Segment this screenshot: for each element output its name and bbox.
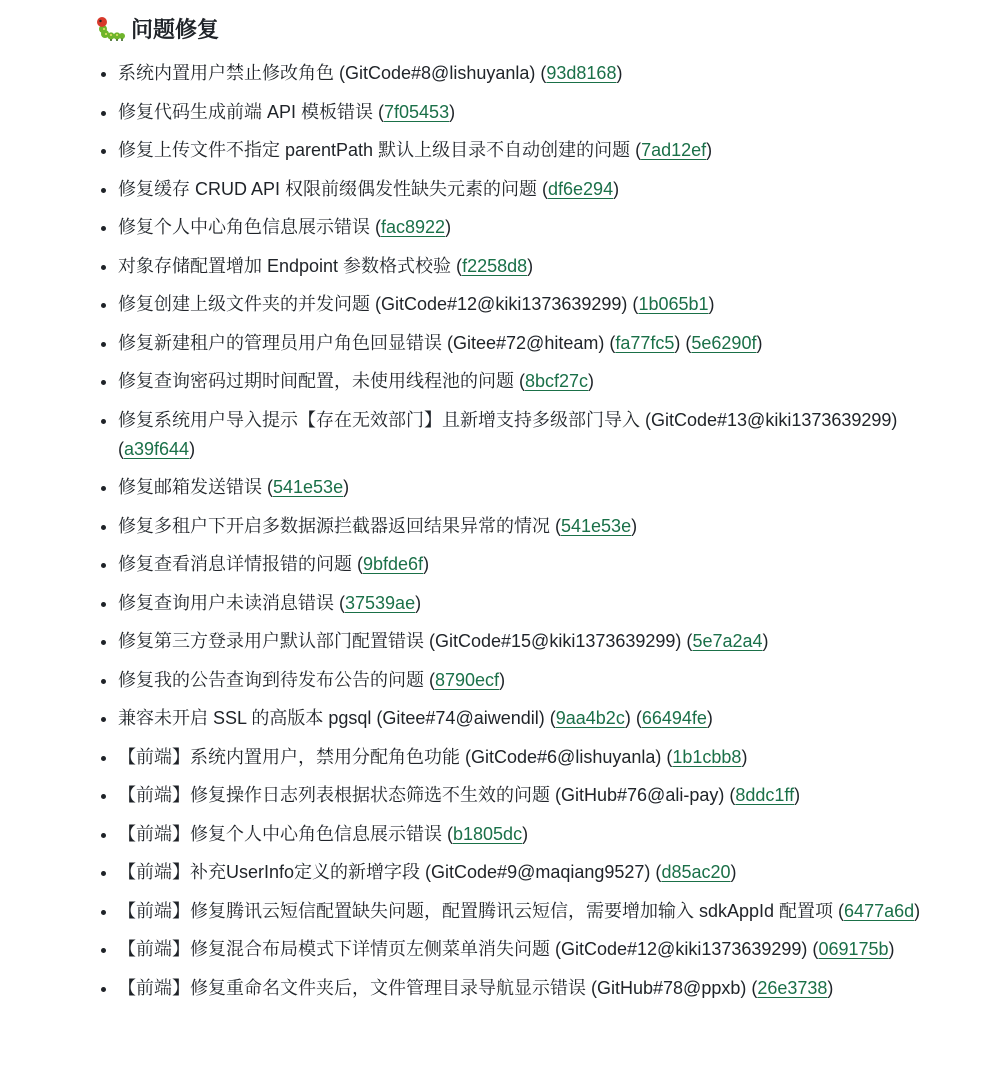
- commit-link[interactable]: 8790ecf: [435, 669, 500, 690]
- commit-link[interactable]: fac8922: [381, 217, 446, 237]
- fix-description: 修复创建上级文件夹的并发问题 (GitCode#12@kiki1373639299) (: [118, 294, 639, 314]
- fix-description: 修复查询密码过期时间配置，未使用线程池的问题 (: [118, 371, 525, 391]
- close-paren: ): [415, 592, 422, 613]
- list-item: [95, 743, 958, 772]
- close-paren: ): [445, 217, 452, 237]
- commit-link[interactable]: 5e7a2a4: [692, 631, 763, 651]
- close-paren: ): [827, 977, 834, 998]
- commit-link[interactable]: 541e53e: [561, 515, 632, 536]
- close-paren: ): [730, 862, 737, 882]
- commit-link[interactable]: b1805dc: [453, 823, 523, 844]
- commit-link[interactable]: f2258d8: [462, 255, 528, 276]
- close-paren: ): [708, 294, 715, 314]
- close-paren: ): [588, 371, 595, 391]
- close-paren: ): [343, 477, 350, 497]
- commit-link[interactable]: 1b065b1: [638, 294, 709, 314]
- separator: ) (: [624, 708, 642, 728]
- close-paren: ): [762, 631, 769, 651]
- commit-link[interactable]: 1b1cbb8: [672, 746, 742, 767]
- list-item: [95, 290, 958, 319]
- fix-description: 修复代码生成前端 API 模板错误 (: [118, 101, 385, 122]
- fix-description: 对象存储配置增加 Endpoint 参数格式校验 (: [118, 255, 463, 276]
- list-item: [95, 213, 958, 242]
- fix-description: 修复我的公告查询到待发布公告的问题 (: [118, 669, 435, 690]
- close-paren: ): [189, 438, 196, 459]
- fix-description: 兼容未开启 SSL 的高版本 pgsql (Gitee#74@aiwendil) (: [118, 708, 556, 728]
- list-item: [95, 406, 958, 464]
- close-paren: ): [449, 101, 456, 122]
- caterpillar-bug-icon: [95, 15, 125, 41]
- fix-description: 修复多租户下开启多数据源拦截器返回结果异常的情况 (: [118, 515, 561, 536]
- close-paren: ): [756, 332, 763, 353]
- fix-description: 修复系统用户导入提示【存在无效部门】且新增支持多级部门导入 (GitCode#13@kiki1373639299) (: [118, 409, 898, 459]
- fix-description: 修复上传文件不指定 parentPath 默认上级目录不自动创建的问题 (: [118, 140, 642, 160]
- commit-link[interactable]: 9bfde6f: [363, 554, 424, 574]
- list-item: [95, 589, 958, 618]
- list-item: [95, 781, 958, 810]
- section-heading: [95, 14, 975, 42]
- fix-description: 【前端】修复个人中心角色信息展示错误 (: [118, 823, 453, 844]
- close-paren: ): [706, 708, 713, 728]
- close-paren: ): [423, 554, 430, 574]
- list-item: [95, 512, 958, 541]
- separator: ) (: [674, 332, 692, 353]
- list-item: [95, 666, 958, 695]
- section-title: 问题修复: [131, 16, 220, 42]
- commit-link[interactable]: 26e3738: [757, 977, 828, 998]
- fix-description: 【前端】修复腾讯云短信配置缺失问题，配置腾讯云短信，需要增加输入 sdkAppId 配置项 (: [118, 900, 845, 921]
- close-paren: ): [914, 900, 921, 921]
- fix-description: 修复第三方登录用户默认部门配置错误 (GitCode#15@kiki1373639299) (: [118, 631, 693, 651]
- list-item: [95, 175, 958, 204]
- close-paren: ): [631, 515, 638, 536]
- commit-link[interactable]: a39f644: [124, 438, 190, 459]
- commit-link[interactable]: 541e53e: [273, 477, 344, 497]
- list-item: [95, 98, 958, 127]
- list-item: [95, 367, 958, 396]
- bug-fixes-section: [95, 0, 975, 1012]
- close-paren: ): [616, 63, 623, 83]
- commit-link[interactable]: 5e6290f: [691, 332, 757, 353]
- close-paren: ): [527, 255, 534, 276]
- commit-link[interactable]: 93d8168: [546, 63, 617, 83]
- fix-description: 【前端】修复操作日志列表根据状态筛选不生效的问题 (GitHub#76@ali-pay) (: [118, 785, 736, 805]
- list-item: [95, 935, 958, 964]
- fix-description: 【前端】系统内置用户，禁用分配角色功能 (GitCode#6@lishuyanla) (: [118, 746, 673, 767]
- commit-link[interactable]: 8bcf27c: [525, 371, 589, 391]
- list-item: [95, 897, 958, 926]
- commit-link[interactable]: 069175b: [818, 939, 889, 959]
- fix-description: 修复个人中心角色信息展示错误 (: [118, 217, 381, 237]
- fix-description: 修复查询用户未读消息错误 (: [118, 592, 345, 613]
- commit-link[interactable]: 9aa4b2c: [555, 708, 625, 728]
- fix-description: 修复缓存 CRUD API 权限前缀偶发性缺失元素的问题 (: [118, 178, 549, 199]
- fix-description: 【前端】补充UserInfo定义的新增字段 (GitCode#9@maqiang9527) (: [118, 862, 662, 882]
- close-paren: ): [741, 746, 748, 767]
- bug-fix-list: [95, 59, 975, 1003]
- commit-link[interactable]: 66494fe: [641, 708, 707, 728]
- list-item: [95, 627, 958, 656]
- list-item: [95, 974, 958, 1003]
- list-item: [95, 329, 958, 358]
- commit-link[interactable]: fa77fc5: [615, 332, 675, 353]
- fix-description: 修复新建租户的管理员用户角色回显错误 (Gitee#72@hiteam) (: [118, 332, 616, 353]
- close-paren: ): [499, 669, 506, 690]
- fix-description: 系统内置用户禁止修改角色 (GitCode#8@lishuyanla) (: [118, 63, 547, 83]
- commit-link[interactable]: 6477a6d: [844, 900, 915, 921]
- list-item: [95, 550, 958, 579]
- commit-link[interactable]: 37539ae: [345, 592, 416, 613]
- list-item: [95, 473, 958, 502]
- list-item: [95, 59, 958, 88]
- commit-link[interactable]: 7f05453: [384, 101, 450, 122]
- close-paren: ): [706, 140, 713, 160]
- list-item: [95, 858, 958, 887]
- list-item: [95, 136, 958, 165]
- commit-link[interactable]: d85ac20: [661, 862, 731, 882]
- close-paren: ): [522, 823, 529, 844]
- list-item: [95, 820, 958, 849]
- commit-link[interactable]: df6e294: [548, 178, 614, 199]
- fix-description: 修复查看消息详情报错的问题 (: [118, 554, 363, 574]
- commit-link[interactable]: 8ddc1ff: [735, 785, 795, 805]
- fix-description: 【前端】修复混合布局模式下详情页左侧菜单消失问题 (GitCode#12@kiki1373639299) (: [118, 939, 819, 959]
- commit-link[interactable]: 7ad12ef: [641, 140, 707, 160]
- list-item: [95, 252, 958, 281]
- list-item: [95, 704, 958, 733]
- close-paren: ): [794, 785, 801, 805]
- close-paren: ): [613, 178, 620, 199]
- fix-description: 修复邮箱发送错误 (: [118, 477, 273, 497]
- fix-description: 【前端】修复重命名文件夹后，文件管理目录导航显示错误 (GitHub#78@ppxb) (: [118, 977, 758, 998]
- close-paren: ): [888, 939, 895, 959]
